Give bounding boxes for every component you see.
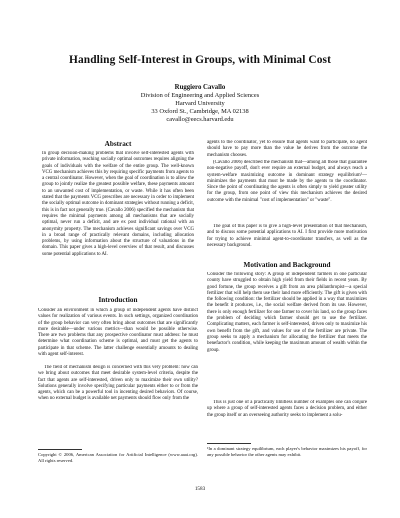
footnote-rule [207, 443, 251, 444]
abstract-text: In group decision-making problems that involve self-interested agents with private information, reaching socially optimal outcomes requires aligning the goals of individuals with the welfare of the entire group. The well-known VCG mechanism achieves this by requiring specific payments from agents to a central coordinator. However, when the goal of coordination is to allow the group to jointly realize the greatest possible welfare, these payments amount to an unwanted cost of implementation, or waste. While it has often been stated that the payments VCG prescribes are necessary in order to implement the socially optimal outcome in dominant strategies without running a deficit, this is in fact not generally true. (Cavallo 2006) specified the mechanism that requires the minimal payments among all mechanisms that are socially optimal, never run a deficit, and are ex post individual rational with an anonymity property. The mechanism achieves significant savings over VCG in a broad range of practically relevant domains, including allocation problems, by using information about the structure of valuations in the domain. This paper gives a high-level overview of that result, and discusses some potential applications to AI. [42, 151, 194, 257]
footnote-rule [38, 449, 82, 450]
body-paragraph: (Cavallo 2006) described the mechanism that—among all those that guarantee non-negative payoff, don't ever require an external budget, and always reach a system-welfare maximizing outcome in dominant strategy equilibrium¹—minimizes the payments that must be made by the agents to the coordinator. Since the point of coordinating the agents is often simply to yield greater utility for the group, from one point of view this mechanism achieves the desired outcome with the minimal "cost of implementation" or "waste". [207, 160, 367, 203]
author-name: Ruggiero Cavallo [174, 84, 226, 91]
intro-heading: Introduction [98, 296, 138, 304]
affiliation-line: 33 Oxford St., Cambridge, MA 02138 [151, 108, 249, 115]
affiliation-line: Harvard University [175, 100, 225, 107]
intro-paragraph: Consider an environment in which a group of independent agents have distinct values for realization of various events. In such settings, organized coordination of the group behavior can very often bring about outcomes that are significantly more desirable—under various metrics—than would be possible otherwise. There are two problems that any prospective coordinator must address: he must determine what coordination scheme is optimal, and must get the agents to participate in that scheme. The latter challenge essentially amounts to dealing with agent self-interest. [38, 308, 198, 358]
paper-title: Handling Self-Interest in Groups, with Minimal Cost [69, 54, 331, 66]
author-email: cavallo@eecs.harvard.edu [166, 116, 234, 123]
footnote: ¹In a dominant strategy equilibrium, each player's behavior maximizes his payoff, for any possible behavior the other agents may exhibit. [207, 446, 367, 457]
body-paragraph: The goal of this paper is to give a high-level presentation of that mechanism, and to discuss some potential applications to AI. I first provide more motivation for trying to achieve minimal agent-to-coordinator transfers, as well as the necessary background. [207, 224, 367, 248]
affiliation-line: Division of Engineering and Applied Sciences [140, 92, 260, 99]
copyright-footnote: Copyright © 2006, American Association for Artificial Intelligence (www.aaai.org). All rights reserved. [38, 452, 198, 463]
intro-paragraph: The field of mechanism design is concerned with this very problem: how can we bring about outcomes that meet desirable system-level criteria, despite the fact that agents are self-interested, driven only to maximize their own utility? Solutions generally involve specifying particular payments either to or from the agents, which can be a powerful tool in incenting desired behaviors. Of course, when no external budget is available net payments should flow only from the [38, 365, 198, 402]
motivation-heading: Motivation and Background [243, 261, 331, 269]
body-paragraph: Consider the following story: A group of independent farmers in one particular county have struggled to obtain high yield from their fields in recent years. By good fortune, the group receives a gift from an area philanthropist—a special fertilizer that will help them use their land more efficiently. The gift is given with the following condition: the fertilizer should be applied in a way that maximizes the benefit it produces, i.e., the social welfare derived from its use. However, there is only enough fertilizer for one farmer to cover his land, so the group faces the problem of deciding which farmer should get to use the fertilizer. Complicating matters, each farmer is self-interested, driven only to maximize his own benefit from the gift, and values for use of the fertilizer are private. The group seeks to apply a mechanism for allocating the fertilizer that meets the benefactor's condition, while keeping the maximum amount of wealth within the group. [207, 272, 367, 353]
body-paragraph: agents to the coordinator, yet to ensure that agents want to participate, no agent should have to pay more than the value he derives from the outcome the mechanism chooses. [207, 140, 367, 158]
page-number: 1583 [194, 486, 206, 492]
body-paragraph: This is just one of a practically limitless number of examples one can conjure up where a group of self-interested agents faces a decision problem, and either the group itself or an overseeing authority seeks to implement a solu- [207, 400, 367, 418]
abstract-heading: Abstract [104, 140, 132, 148]
